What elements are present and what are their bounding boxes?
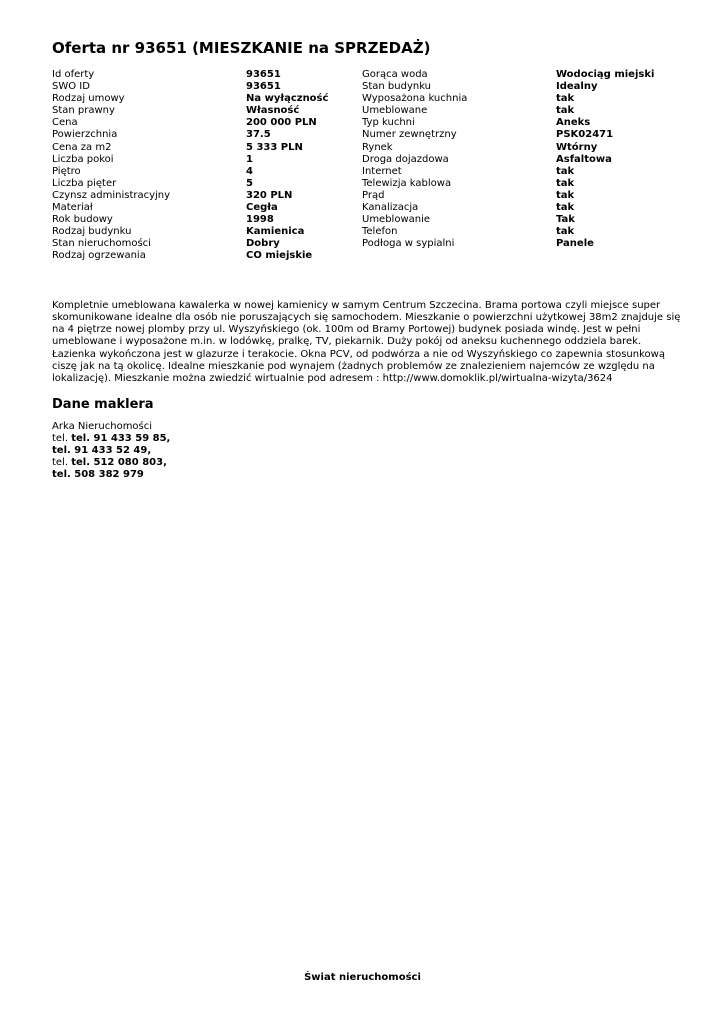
param-value: tak — [556, 105, 575, 117]
param-value: Cegła — [246, 202, 278, 214]
param-label: Czynsz administracyjny — [52, 189, 171, 201]
param-label: Umeblowanie — [362, 214, 431, 226]
tel-prefix: tel. — [52, 457, 69, 469]
param-value: Na wyłączność — [246, 93, 329, 105]
agent-company: Arka Nieruchomości — [52, 421, 153, 432]
param-value: tak — [556, 202, 575, 214]
param-value: CO miejskie — [246, 250, 313, 262]
param-label: Rodzaj ogrzewania — [52, 250, 146, 262]
param-value: 93651 — [246, 69, 281, 80]
param-label: Droga dojazdowa — [362, 153, 449, 165]
phone-number: tel. 91 433 52 49, — [52, 445, 152, 457]
param-label: Telefon — [362, 226, 398, 238]
agent-phone-line-1 — [52, 433, 170, 445]
param-value: PSK02471 — [556, 129, 614, 141]
param-value: 1998 — [246, 214, 274, 226]
param-label: Umeblowane — [362, 105, 428, 117]
param-value: Kamienica — [246, 226, 305, 238]
agent-phone-line-3 — [52, 457, 170, 469]
param-label: Id oferty — [52, 69, 95, 80]
description-line: umeblowane i wyposażone m.in. w lodówkę, pralkę, TV, piekarnik. Duży pokój od aneksu kuchennego oddziela barek. — [52, 336, 642, 348]
param-label: Stan nieruchomości — [52, 238, 151, 250]
param-label: Kanalizacja — [362, 202, 419, 214]
offer-description — [52, 300, 681, 385]
param-value: 320 PLN — [246, 189, 293, 201]
description-line: Kompletnie umeblowana kawalerka w nowej kamienicy w samym Centrum Szczecina. Brama portowa czyli miejsce super — [52, 300, 661, 311]
param-value: 93651 — [246, 81, 281, 93]
phone-number: tel. 512 080 803, — [71, 457, 167, 469]
param-value: 1 — [246, 153, 253, 165]
agent-phone-line-2 — [52, 445, 170, 457]
param-value: 37.5 — [246, 129, 271, 141]
agent-heading: Dane maklera — [52, 397, 154, 412]
phone-number: tel. 91 433 59 85, — [71, 433, 171, 445]
param-value: 4 — [246, 165, 253, 177]
param-label: Powierzchnia — [52, 129, 118, 141]
param-value: Własność — [246, 105, 300, 117]
param-value: Aneks — [556, 117, 591, 129]
param-label: Liczba pokoi — [52, 153, 114, 165]
param-label: Podłoga w sypialni — [362, 238, 455, 250]
param-value: Panele — [556, 238, 594, 250]
description-line: na 4 piętrze nowej plomby przy ul. Wyszyńskiego (ok. 100m od Bramy Portowej) budynek posiada windę. Jest w pełni — [52, 324, 641, 336]
param-label: Cena — [52, 117, 78, 129]
param-value: Idealny — [556, 81, 598, 93]
param-label: Typ kuchni — [362, 117, 415, 129]
param-value: 5 — [246, 177, 253, 189]
param-label: Wyposażona kuchnia — [362, 93, 468, 105]
phone-number: tel. 508 382 979 — [52, 469, 144, 481]
param-value: tak — [556, 226, 575, 238]
param-label: Prąd — [362, 189, 385, 201]
param-value: 5 333 PLN — [246, 141, 303, 153]
param-label: Numer zewnętrzny — [362, 129, 457, 141]
param-label: Telewizja kablowa — [362, 177, 452, 189]
param-label: SWO ID — [52, 81, 90, 93]
param-value: 200 000 PLN — [246, 117, 317, 129]
param-value: tak — [556, 189, 575, 201]
param-label: Internet — [362, 165, 402, 177]
param-value: Wodociąg miejski — [556, 69, 655, 80]
param-label: Materiał — [52, 202, 93, 214]
param-value: tak — [556, 165, 575, 177]
param-label: Rodzaj budynku — [52, 226, 132, 238]
agent-contact — [52, 421, 170, 481]
param-value: tak — [556, 93, 575, 105]
param-label: Rodzaj umowy — [52, 93, 125, 105]
param-value: tak — [556, 177, 575, 189]
tel-prefix: tel. — [52, 433, 69, 445]
param-label: Stan budynku — [362, 81, 432, 93]
agent-phone-line-4 — [52, 469, 170, 481]
param-label: Rynek — [362, 141, 393, 153]
page-title: Oferta nr 93651 (MIESZKANIE na SPRZEDAŻ) — [52, 39, 431, 57]
footer-brand: Świat nieruchomości — [304, 972, 421, 983]
description-line: ciszę jak na tą okolicę. Idealne mieszkanie pod wynajem (żadnych problemów ze znalezieniem najemców ze względu na — [52, 360, 655, 372]
param-value: Asfaltowa — [556, 153, 612, 165]
param-label: Gorąca woda — [362, 69, 428, 80]
param-label: Piętro — [52, 165, 81, 177]
param-value: Wtórny — [556, 141, 598, 153]
param-label: Rok budowy — [52, 214, 113, 226]
param-value: Tak — [556, 214, 575, 226]
param-label: Liczba pięter — [52, 177, 117, 189]
param-value: Dobry — [246, 238, 280, 250]
description-line: lokalizację). Mieszkanie można zwiedzić wirtualnie pod adresem : http://www.domoklik.pl/wirtualna-wizyta/3624 — [52, 372, 613, 384]
description-line: skomunikowane idealne dla osób nie poruszających się samochodem. Mieszkanie o powierzchni użytkowej 38m2 znajduje się — [52, 312, 681, 324]
param-label: Stan prawny — [52, 105, 115, 117]
param-label: Cena za m2 — [52, 141, 112, 153]
description-line: Łazienka wykończona jest w glazurze i terakocie. Okna PCV, od podwórza a nie od Wyszyńskiego co zapewnia stosunkową — [52, 348, 665, 360]
